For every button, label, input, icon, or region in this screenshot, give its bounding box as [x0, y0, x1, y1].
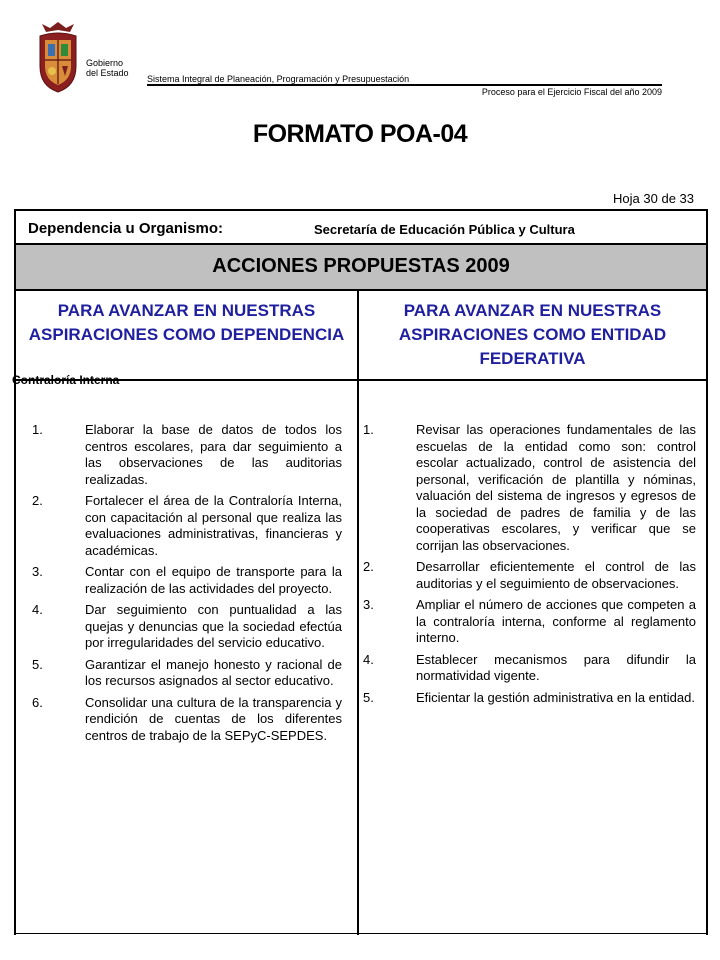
list-item-text: Desarrollar eficientemente el control de las auditorias y el seguimiento de observaciones. — [416, 559, 696, 591]
list-item-text: Eficientar la gestión administrativa en la entidad. — [416, 689, 695, 705]
list-item — [363, 652, 696, 685]
list-item-text: Elaborar la base de datos de todos los centros escolares, para dar seguimiento a las observaciones de las auditorias realizadas. — [85, 422, 342, 487]
list-item-text: Revisar las operaciones fundamentales de las escuelas de la entidad como son: control escolar actualizado, control de asistencia del personal, verificación de plantilla y nóminas, valuación del sistema de ingresos y egresos de la sociedad de padres de familia y de las cooperativas escolares, y verificar que se corrijan las observaciones. — [416, 422, 696, 553]
header-rule — [147, 84, 662, 86]
list-item-number: 1. — [363, 422, 374, 437]
list-item-number: 1. — [32, 422, 43, 437]
list-item-text: Dar seguimiento con puntualidad a las quejas y denuncias que la sociedad efectúa por irregularidades del servicio educativo. — [85, 602, 342, 650]
acciones-banner — [16, 245, 706, 291]
page-number: Hoja 30 de 33 — [613, 191, 694, 206]
list-item-number: 4. — [363, 651, 374, 667]
right-action-list — [363, 422, 696, 706]
list-item-text: Ampliar el número de acciones que competen a la contraloría interna, conforme al reglamento interno. — [416, 597, 696, 645]
table-bottom-rule — [14, 933, 708, 934]
list-item-text: Contar con el equipo de transporte para la realización de las actividades del proyecto. — [85, 564, 342, 596]
list-item-number: 5. — [32, 656, 43, 672]
list-item-text: Establecer mecanismos para difundir la normatividad vigente. — [416, 651, 696, 683]
list-item-number: 2. — [32, 493, 43, 508]
column-heading-entidad: PARA AVANZAR EN NUESTRAS ASPIRACIONES COMO ENTIDAD FEDERATIVA — [359, 291, 706, 381]
document-header — [0, 0, 720, 110]
list-item — [32, 657, 342, 690]
list-item — [363, 559, 696, 592]
list-item-number: 5. — [363, 689, 374, 705]
contraloria-subheading: Contraloría Interna — [12, 373, 120, 387]
list-item-text: Fortalecer el área de la Contraloría Interna, con capacitación al personal que realiza las evaluaciones administrativas, financieras y académicas. — [85, 493, 342, 558]
left-action-list — [32, 422, 342, 744]
list-item-number: 2. — [363, 559, 374, 574]
dependencia-value: Secretaría de Educación Pública y Cultura — [314, 222, 575, 237]
list-item — [32, 602, 342, 652]
list-item-number: 3. — [363, 597, 374, 612]
column-heading-dependencia: PARA AVANZAR EN NUESTRAS ASPIRACIONES COMO DEPENDENCIA — [16, 291, 359, 381]
gobierno-label: Gobierno del Estado — [86, 58, 129, 78]
column-divider — [357, 379, 359, 935]
sistema-label: Sistema Integral de Planeación, Programación y Presupuestación — [147, 74, 410, 84]
state-seal-icon — [36, 20, 80, 94]
list-item — [363, 422, 696, 554]
list-item — [32, 564, 342, 597]
list-item — [363, 690, 696, 707]
list-item — [32, 695, 342, 745]
proceso-label: Proceso para el Ejercicio Fiscal del año 2009 — [481, 87, 662, 97]
list-item-number: 6. — [32, 694, 43, 710]
list-item-number: 3. — [32, 564, 43, 579]
dependencia-label: Dependencia u Organismo: — [28, 220, 224, 237]
list-item — [32, 493, 342, 559]
list-item — [363, 597, 696, 647]
list-item-number: 4. — [32, 602, 43, 617]
list-item-text: Consolidar una cultura de la transparencia y rendición de cuentas de los diferentes centros de trabajo de la SEPyC-SEPDES. — [85, 694, 342, 743]
acciones-title: ACCIONES PROPUESTAS 2009 — [212, 255, 510, 277]
dependencia-row — [16, 211, 706, 245]
list-item — [32, 422, 342, 488]
list-item-text: Garantizar el manejo honesto y racional de los recursos asignados al sector educativo. — [85, 656, 342, 688]
page-title: FORMATO POA-04 — [252, 120, 468, 148]
